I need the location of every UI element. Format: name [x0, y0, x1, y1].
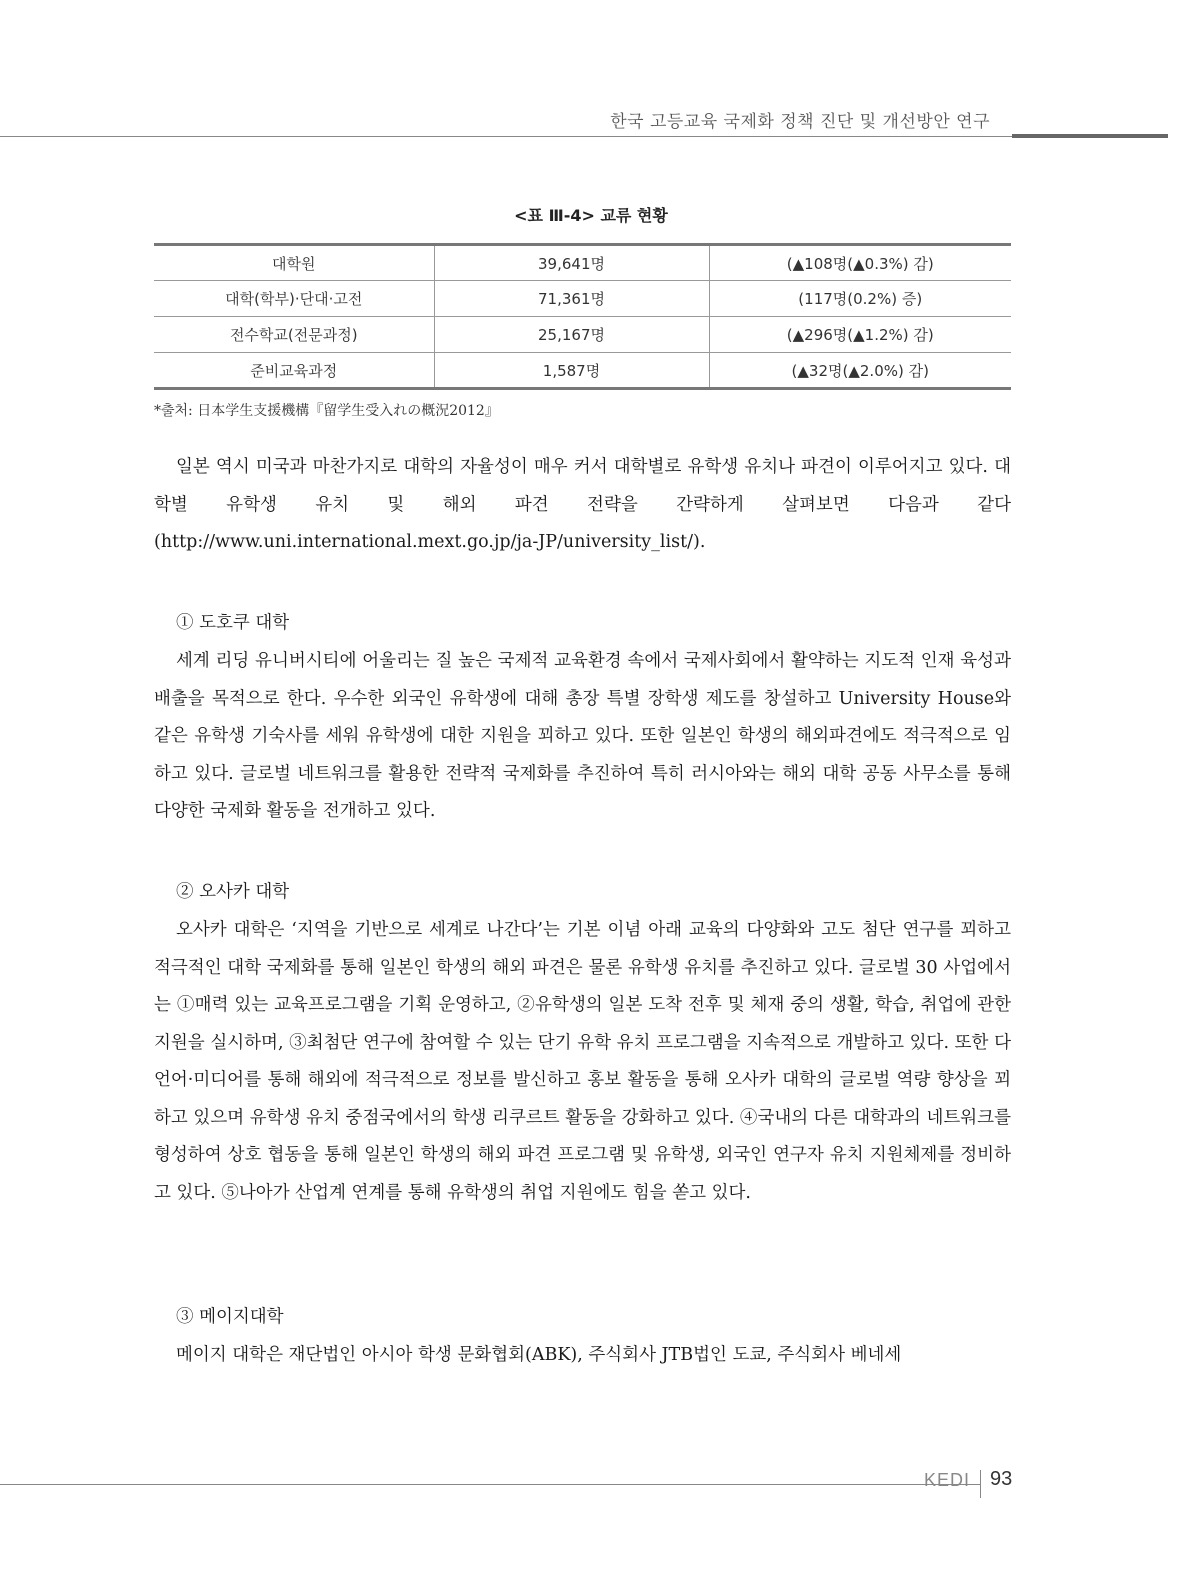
paragraph-text: 일본 역시 미국과 마찬가지로 대학의 자율성이 매우 커서 대학별로 유학생 유치나 파견이 이루어지고 있다. 대학별 유학생 유치 및 해외 파견 전략을 간략하게 살펴보면 다음과 같다(http://www.uni.international.mext.go.jp/ja-JP/university_list/).	[154, 457, 1011, 552]
table-row	[154, 353, 1011, 389]
table-row	[154, 281, 1011, 317]
section-heading-meiji: ③ 메이지대학	[176, 1307, 284, 1327]
section-body-tohoku	[154, 643, 1011, 831]
table-cell-change: (▲296명(▲1.2%) 감)	[709, 317, 1011, 353]
section-heading-tohoku: ① 도호쿠 대학	[176, 613, 290, 633]
table-source-note: *출처: 日本学生支援機構『留学生受入れの概況2012』	[154, 403, 499, 419]
table-row	[154, 245, 1011, 281]
table-cell-count: 39,641명	[434, 245, 709, 281]
paragraph-text: 오사카 대학은 ‘지역을 기반으로 세계로 나간다’는 기본 이념 아래 교육의 다양화와 고도 첨단 연구를 꾀하고 적극적인 대학 국제화를 통해 일본인 학생의 해외 파견은 물론 유학생 유치를 추진하고 있다. 글로벌 30 사업에서는 ①매력 있는 교육프로그램을 기획 운영하고, ②유학생의 일본 도착 전후 및 체재 중의 생활, 학습, 취업에 관한 지원을 실시하며, ③최첨단 연구에 참여할 수 있는 단기 유학 유치 프로그램을 지속적으로 개발하고 있다. 또한 다언어·미디어를 통해 해외에 적극적으로 정보를 발신하고 홍보 활동을 통해 오사카 대학의 글로벌 역량 향상을 꾀하고 있으며 유학생 유치 중점국에서의 학생 리쿠르트 활동을 강화하고 있다. ④국내의 다른 대학과의 네트워크를 형성하여 상호 협동을 통해 일본인 학생의 해외 파견 프로그램 및 유학생, 외국인 연구자 유치 지원체제를 정비하고 있다. ⑤나아가 산업계 연계를 통해 유학생의 취업 지원에도 힘을 쏟고 있다.	[154, 920, 1011, 1203]
header-rule-accent	[1012, 134, 1168, 138]
table-cell-count: 1,587명	[434, 353, 709, 389]
table-row	[154, 317, 1011, 353]
footer-rule	[0, 1484, 980, 1485]
running-header: 한국 고등교육 국제화 정책 진단 및 개선방안 연구	[610, 112, 990, 132]
table-cell-count: 25,167명	[434, 317, 709, 353]
table-cell-change: (▲108명(▲0.3%) 감)	[709, 245, 1011, 281]
table-cell-category: 전수학교(전문과정)	[154, 317, 434, 353]
intro-paragraph	[154, 449, 1011, 562]
section-body-osaka	[154, 912, 1011, 1212]
section-body-meiji	[154, 1337, 1011, 1375]
paragraph-text: 세계 리딩 유니버시티에 어울리는 질 높은 국제적 교육환경 속에서 국제사회에서 활약하는 지도적 인재 육성과 배출을 목적으로 한다. 우수한 외국인 유학생에 대해 총장 특별 장학생 제도를 창설하고 University House와 같은 유학생 기숙사를 세워 유학생에 대한 지원을 꾀하고 있다. 또한 일본인 학생의 해외파견에도 적극적으로 임하고 있다. 글로벌 네트워크를 활용한 전략적 국제화를 추진하여 특히 러시아와는 해외 대학 공동 사무소를 통해 다양한 국제화 활동을 전개하고 있다.	[154, 651, 1011, 821]
table-caption: <표 Ⅲ-4> 교류 현황	[514, 206, 668, 225]
footer-divider	[980, 1470, 981, 1498]
table-cell-count: 71,361명	[434, 281, 709, 317]
exchange-status-table	[154, 243, 1011, 390]
table-cell-change: (117명(0.2%) 증)	[709, 281, 1011, 317]
table-cell-category: 준비교육과정	[154, 353, 434, 389]
table-cell-category: 대학원	[154, 245, 434, 281]
table-cell-category: 대학(학부)·단대·고전	[154, 281, 434, 317]
page-number: 93	[990, 1468, 1013, 1490]
section-heading-osaka: ② 오사카 대학	[176, 882, 290, 902]
header-rule	[0, 136, 1012, 137]
paragraph-text: 메이지 대학은 재단법인 아시아 학생 문화협회(ABK), 주식회사 JTB법인 도쿄, 주식회사 베네세	[176, 1345, 902, 1365]
table-cell-change: (▲32명(▲2.0%) 감)	[709, 353, 1011, 389]
footer-brand: KEDI	[923, 1470, 970, 1490]
